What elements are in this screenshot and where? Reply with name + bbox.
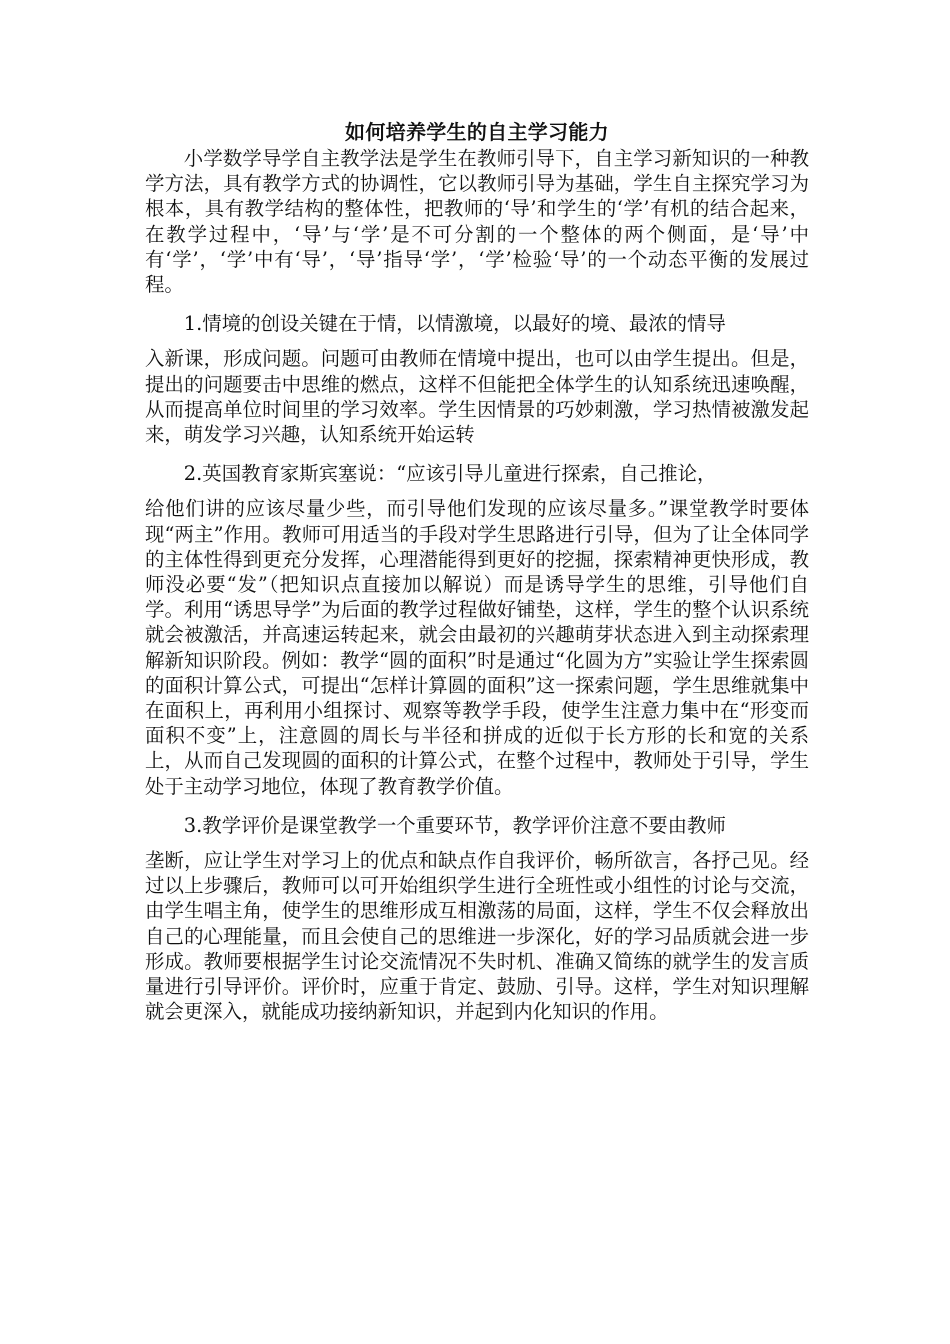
section-3 (145, 813, 809, 1025)
section-3-body: 垄断，应让学生对学习上的优点和缺点作自我评价，畅所欲言，各抒己见。经过以上步骤后，教师可以可开始组织学生进行全班性或小组性的讨论与交流，由学生唱主角，使学生的思维形成互相激荡的局面，这样，学生不仅会释放出自己的心理能量，而且会使自己的思维进一步深化，好的学习品质就会进一步形成。教师要根据学生讨论交流情况不失时机、准确又简练的就学生的发言质量进行引导评价。评价时，应重于肯定、鼓励、引导。这样，学生对知识理解就会更深入，就能成功接纳新知识，并起到内化知识的作用。 (145, 849, 809, 1024)
section-1-lead: 1.情境的创设关键在于情，以情激境，以最好的境、最浓的情导 (183, 312, 726, 336)
section-2 (145, 461, 809, 799)
document-page (145, 120, 809, 1039)
section-3-lead: 3.教学评价是课堂教学一个重要环节，教学评价注意不要由教师 (183, 813, 726, 837)
section-1 (145, 311, 809, 447)
intro-paragraph: 小学数学导学自主教学法是学生在教师引导下，自主学习新知识的一种教学方法，具有教学方式的协调性，它以教师引导为基础，学生自主探究学习为根本，具有教学结构的整体性，把教师的‘导’和学生的‘学’有机的结合起来，在教学过程中，‘导’与‘学’是不可分割的一个整体的两个侧面，是‘导’中有‘学’，‘学’中有‘导’，‘导’指导‘学’，‘学’检验‘导’的一个动态平衡的发展过程。 (145, 147, 809, 297)
section-1-body: 入新课，形成问题。问题可由教师在情境中提出，也可以由学生提出。但是，提出的问题要击中思维的燃点，这样不但能把全体学生的认知系统迅速唤醒，从而提高单位时间里的学习效率。学生因情景的巧妙刺激，学习热情被激发起来，萌发学习兴趣，认知系统开始运转 (145, 347, 809, 447)
section-2-body: 给他们讲的应该尽量少些，而引导他们发现的应该尽量多。”课堂教学时要体现“两主”作用。教师可用适当的手段对学生思路进行引导，但为了让全体同学的主体性得到更充分发挥，心理潜能得到更好的挖掘，探索精神更快形成，教师没必要“发”（把知识点直接加以解说）而是诱导学生的思维，引导他们自学。利用“诱思导学”为后面的教学过程做好铺垫，这样，学生的整个认识系统就会被激活，并高速运转起来，就会由最初的兴趣萌芽状态进入到主动探索理解新知识阶段。例如：教学“圆的面积”时是通过“化圆为方”实验让学生探索圆的面积计算公式，可提出“怎样计算圆的面积”这一探索问题，学生思维就集中在面积上，再利用小组探讨、观察等教学手段，使学生注意力集中在“形变而面积不变”上，注意圆的周长与半径和拼成的近似于长方形的长和宽的关系上，从而自己发现圆的面积的计算公式，在整个过程中，教师处于引导，学生处于主动学习地位，体现了教育教学价值。 (145, 497, 809, 798)
document-title: 如何培养学生的自主学习能力 (345, 120, 609, 144)
section-2-lead: 2.英国教育家斯宾塞说：“应该引导儿童进行探索，自己推论， (183, 462, 717, 486)
